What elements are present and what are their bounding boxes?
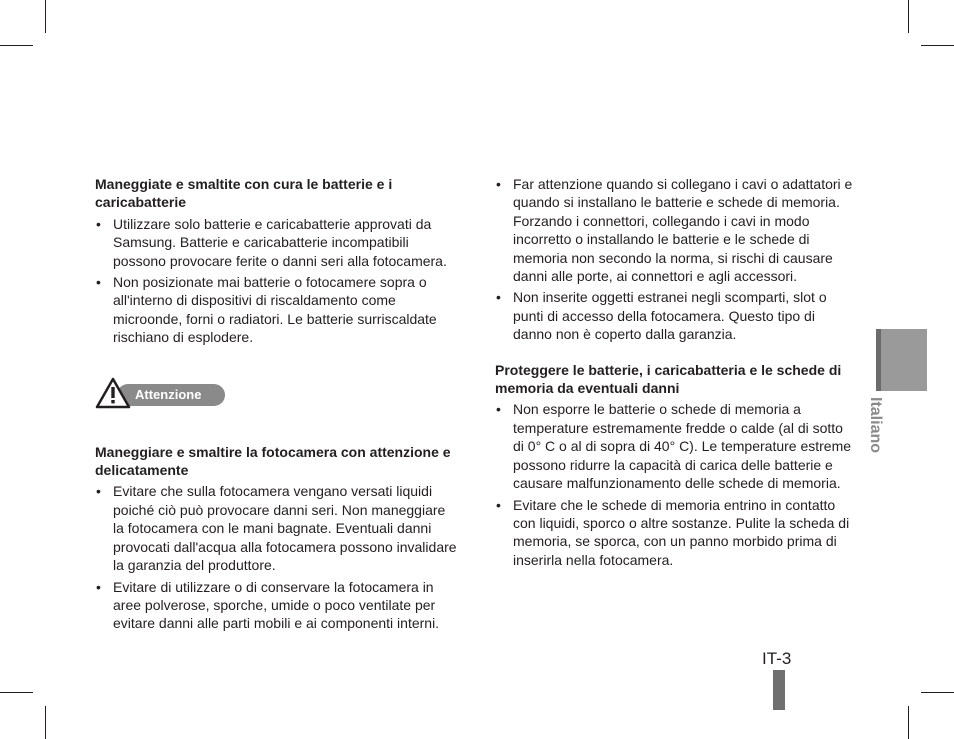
crop-mark: [908, 0, 909, 33]
language-tab: [876, 329, 927, 391]
crop-mark: [921, 45, 954, 46]
bullet-list: [95, 215, 457, 347]
list-item: [95, 578, 457, 633]
bullet-marker: •: [96, 578, 101, 595]
tab-stripe: [876, 329, 881, 391]
section-heading: Proteggere le batterie, i caricabatteria e le schede di memoria da eventuali danni: [495, 361, 842, 397]
list-item-text: Non posizionate mai batterie o fotocamere sopra o all'interno di dispositivi di riscaldamento come microonde, forni o radiatori. Le batterie surriscaldate rischiano di esplodere.: [113, 274, 437, 346]
right-column: [495, 175, 857, 572]
language-label: Italiano: [867, 397, 884, 454]
list-item-text: Non inserite oggetti estranei negli scomparti, slot o punti di accesso della fotocamera. Questo tipo di danno non è coperto dalla garanzia.: [513, 289, 827, 343]
list-item-text: Evitare che le schede di memoria entrino in contatto con liquidi, sporco o altre sostanze. Pulite la scheda di memoria, se sporca, con un panno morbido prima di inserirla nella fotocamera.: [513, 496, 850, 568]
bullet-list: [495, 400, 857, 569]
caution-label-text: Attenzione: [135, 386, 202, 402]
bullet-list: [95, 482, 457, 632]
crop-mark: [45, 0, 46, 33]
crop-mark: [0, 692, 33, 693]
list-item-text: Non esporre le batterie o schede di memoria a temperature estremamente fredde o calde (al di sotto di 0° C o al di sopra di 40° C). Le temperature estreme possono ridurre la capacità di carica delle batterie e causare malfunzionamento delle schede di memoria.: [513, 401, 852, 492]
page-number-bar: [773, 670, 785, 710]
list-item-text: Evitare di utilizzare o di conservare la fotocamera in aree polverose, sporche, umide o poco ventilate per evitare danni alle parti mobili e ai componenti interni.: [113, 578, 440, 632]
list-item: [495, 496, 857, 570]
crop-mark: [908, 706, 909, 739]
section-heading: Maneggiare e smaltire la fotocamera con attenzione e delicatamente: [95, 443, 451, 479]
bullet-marker: •: [496, 176, 501, 192]
crop-mark: [0, 45, 33, 46]
list-item: [495, 175, 857, 285]
list-item: [95, 482, 457, 574]
list-item: [495, 288, 857, 343]
bullet-list: [495, 175, 857, 344]
crop-mark: [45, 706, 46, 739]
bullet-marker: •: [496, 401, 501, 418]
list-item-text: Evitare che sulla fotocamera vengano versati liquidi poiché ciò può provocare danni seri. Non maneggiare la fotocamera con le mani bagnate. Eventuali danni provocati dall'acqua alla fotocamera possono invalidare la garanzia del produttore.: [113, 483, 457, 574]
list-item: [495, 400, 857, 492]
list-item-text: Far attenzione quando si collegano i cavi o adattatori e quando si installano le batterie e schede di memoria. Forzando i connettori, collegando i cavi in modo incorretto o installando le batterie e le schede di memoria non secondo la norma, si rischi di causare danni alle porte, ai connettori e agli accessori.: [513, 176, 853, 285]
list-item: [95, 273, 457, 347]
bullet-marker: •: [496, 289, 501, 306]
section-heading: Maneggiate e smaltite con cura le batterie e i caricabatterie: [95, 176, 393, 211]
warning-triangle-icon: [95, 377, 131, 409]
page-number: IT-3: [762, 649, 792, 668]
bullet-marker: •: [96, 274, 101, 291]
left-column: [95, 175, 457, 636]
bullet-marker: •: [96, 483, 101, 500]
list-item: [95, 215, 457, 270]
list-item-text: Utilizzare solo batterie e caricabatterie approvati da Samsung. Batterie e caricabatterie incompatibili possono provocare ferite o danni seri alla fotocamera.: [113, 215, 447, 269]
bullet-marker: •: [96, 215, 101, 232]
crop-mark: [921, 692, 954, 693]
caution-label: [117, 384, 225, 406]
bullet-marker: •: [496, 496, 501, 513]
caution-banner: [95, 373, 457, 413]
